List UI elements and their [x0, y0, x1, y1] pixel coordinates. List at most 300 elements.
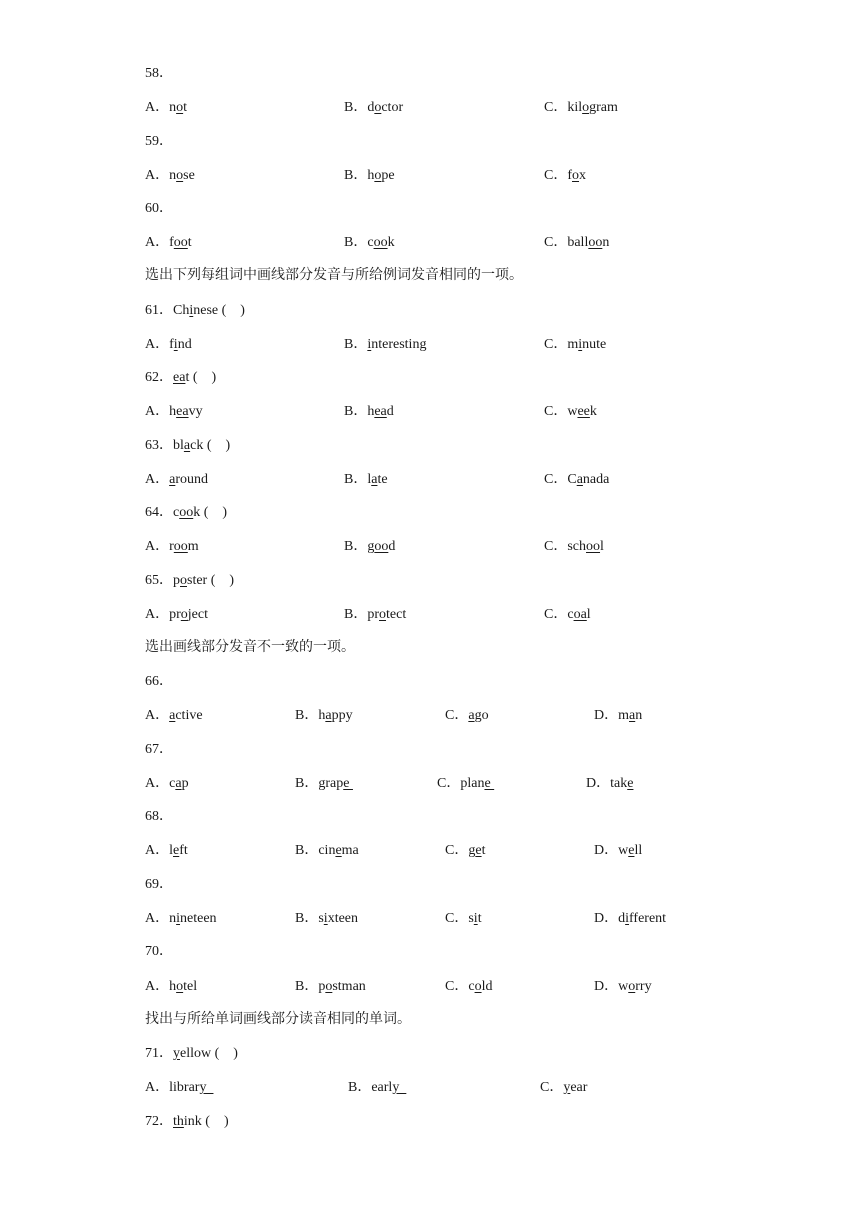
option-word	[563, 1080, 587, 1095]
example-word	[173, 438, 203, 453]
word-part: c	[169, 776, 176, 791]
example-word	[173, 303, 218, 318]
example-word	[173, 505, 200, 520]
option-b[interactable]	[295, 840, 359, 862]
option-b[interactable]	[344, 97, 403, 119]
question-number: 71．	[145, 1046, 173, 1061]
option-word	[618, 979, 651, 994]
underlined-part: o	[325, 979, 333, 994]
question-number: 59．	[145, 134, 173, 149]
option-letter: C．	[544, 337, 568, 352]
word-part: f	[169, 235, 174, 250]
option-b[interactable]	[295, 705, 353, 727]
option-letter: B．	[344, 539, 368, 554]
option-c[interactable]	[445, 976, 492, 998]
underlined-part: oo	[173, 539, 188, 554]
option-word	[169, 911, 216, 926]
word-part: l	[600, 539, 604, 554]
option-letter: C．	[544, 168, 568, 183]
word-part: rry	[635, 979, 652, 994]
word-part: nute	[582, 337, 607, 352]
word-part: ster	[187, 573, 208, 588]
option-a[interactable]	[145, 604, 208, 626]
option-letter: B．	[344, 168, 368, 183]
option-word	[460, 776, 494, 791]
word-part: nteresting	[371, 337, 427, 352]
option-d[interactable]	[594, 840, 642, 862]
option-a[interactable]	[145, 401, 203, 423]
underlined-part: i	[625, 911, 630, 926]
option-letter: A．	[145, 472, 170, 487]
underlined-part: ea	[374, 404, 387, 419]
word-part: bl	[173, 438, 184, 453]
question-stem	[145, 435, 230, 457]
option-letter: A．	[145, 607, 170, 622]
word-part: ma	[341, 843, 359, 858]
option-word	[567, 472, 609, 487]
underlined-part: y	[173, 1046, 180, 1061]
option-b[interactable]	[344, 469, 388, 491]
underlined-part: th	[173, 1114, 184, 1129]
underlined-part: e	[335, 843, 342, 858]
word-part: ear	[570, 1080, 588, 1095]
underlined-part: oo	[373, 235, 388, 250]
option-word	[318, 776, 353, 791]
question-number: 70．	[145, 944, 173, 959]
word-part: ctive	[175, 708, 203, 723]
option-word	[169, 607, 208, 622]
option-c[interactable]	[544, 536, 604, 558]
question-number: 61．	[145, 303, 173, 318]
word-part: d	[367, 100, 375, 115]
option-a[interactable]	[145, 469, 208, 491]
option-c[interactable]	[544, 334, 606, 356]
option-b[interactable]	[295, 976, 366, 998]
option-letter: A．	[145, 843, 170, 858]
example-word	[173, 573, 207, 588]
underlined-part: a	[576, 472, 583, 487]
option-b[interactable]	[344, 536, 395, 558]
option-letter: A．	[145, 100, 170, 115]
word-part: se	[183, 168, 195, 183]
question-number: 64．	[145, 505, 173, 520]
instruction-text: 选出下列每组词中画线部分发音与所给例词发音相同的一项。	[145, 268, 523, 283]
option-word	[169, 843, 188, 858]
word-part: t	[185, 370, 190, 385]
underlined-part: e	[484, 776, 495, 791]
option-b[interactable]	[348, 1077, 406, 1099]
word-part: n	[169, 168, 177, 183]
word-part: tel	[183, 979, 198, 994]
question-number: 60．	[145, 201, 173, 216]
answer-blank[interactable]: ( )	[189, 370, 217, 385]
option-word	[169, 404, 202, 419]
word-part: w	[618, 843, 629, 858]
question-stem	[145, 367, 216, 389]
option-word	[618, 708, 642, 723]
word-part: m	[618, 708, 630, 723]
word-part: tect	[386, 607, 407, 622]
question-number: 63．	[145, 438, 173, 453]
instruction-text: 选出画线部分发音不一致的一项。	[145, 640, 355, 655]
option-a[interactable]	[145, 705, 203, 727]
question-stem	[145, 502, 227, 524]
option-word	[468, 911, 481, 926]
option-c[interactable]	[544, 232, 609, 254]
option-word	[169, 539, 199, 554]
option-word	[169, 708, 202, 723]
option-c[interactable]	[544, 165, 586, 187]
underlined-part: i	[473, 911, 478, 926]
underlined-part: oa	[573, 607, 587, 622]
option-b[interactable]	[295, 908, 358, 930]
option-letter: C．	[540, 1080, 564, 1095]
option-a[interactable]	[145, 232, 192, 254]
word-part: n	[169, 100, 177, 115]
word-part: c	[367, 235, 374, 250]
question-stem	[145, 1043, 238, 1065]
word-part: d	[386, 404, 394, 419]
option-word	[367, 100, 403, 115]
answer-blank[interactable]: ( )	[200, 505, 228, 520]
option-letter: A．	[145, 168, 170, 183]
word-part: f	[567, 168, 573, 183]
option-c[interactable]	[445, 705, 489, 727]
option-letter: B．	[295, 776, 319, 791]
word-part: Ch	[173, 303, 190, 318]
underlined-part: o	[176, 168, 184, 183]
word-part: d	[388, 539, 396, 554]
option-a[interactable]	[145, 1077, 213, 1099]
word-part: l	[367, 472, 372, 487]
option-letter: B．	[295, 708, 319, 723]
underlined-part: o	[176, 100, 184, 115]
option-c[interactable]	[544, 604, 591, 626]
option-letter: A．	[145, 708, 170, 723]
option-a[interactable]	[145, 840, 188, 862]
underlined-part: oo	[374, 539, 389, 554]
word-part: n	[635, 708, 643, 723]
option-c[interactable]	[544, 469, 609, 491]
option-b[interactable]	[295, 773, 353, 795]
underlined-part: e	[173, 843, 180, 858]
word-part: tak	[610, 776, 628, 791]
example-word	[173, 1114, 202, 1129]
word-part: nd	[177, 337, 192, 352]
word-part: earl	[371, 1080, 393, 1095]
underlined-part: oo	[179, 505, 194, 520]
option-word	[468, 843, 485, 858]
underlined-part: o	[180, 607, 188, 622]
word-part: nada	[582, 472, 610, 487]
underlined-part: a	[175, 776, 182, 791]
underlined-part: oo	[588, 235, 603, 250]
word-part: k	[387, 235, 395, 250]
option-letter: D．	[594, 843, 619, 858]
word-part: xteen	[327, 911, 359, 926]
option-b[interactable]	[344, 232, 395, 254]
option-letter: A．	[145, 911, 170, 926]
word-part: x	[579, 168, 587, 183]
word-part: w	[567, 404, 578, 419]
option-letter: C．	[437, 776, 461, 791]
word-part: ellow	[180, 1046, 212, 1061]
underlined-part: a	[325, 708, 332, 723]
option-letter: A．	[145, 235, 170, 250]
underlined-part: oo	[586, 539, 601, 554]
word-part: n	[169, 911, 177, 926]
option-word	[169, 100, 187, 115]
word-part: r	[169, 539, 174, 554]
option-word	[169, 337, 192, 352]
underlined-part: y	[392, 1080, 407, 1095]
option-b[interactable]	[344, 165, 395, 187]
option-letter: A．	[145, 1080, 170, 1095]
word-part: k	[193, 505, 201, 520]
word-part: h	[169, 979, 177, 994]
word-part: round	[175, 472, 209, 487]
option-word	[618, 911, 666, 926]
question-number: 67．	[145, 742, 173, 757]
option-c[interactable]	[544, 401, 597, 423]
instruction-text: 找出与所给单词画线部分读音相同的单词。	[145, 1012, 411, 1027]
option-a[interactable]	[145, 908, 217, 930]
option-word	[618, 843, 642, 858]
underlined-part: i	[189, 303, 194, 318]
option-word	[318, 979, 365, 994]
option-letter: B．	[344, 472, 368, 487]
option-d[interactable]	[594, 705, 642, 727]
answer-blank[interactable]: ( )	[201, 1114, 229, 1129]
option-word	[169, 472, 208, 487]
question-number: 68．	[145, 809, 173, 824]
word-part: cin	[318, 843, 336, 858]
word-part: h	[367, 404, 375, 419]
option-c[interactable]	[437, 773, 494, 795]
word-part: ld	[481, 979, 493, 994]
underlined-part: o	[572, 168, 580, 183]
word-part: d	[618, 911, 626, 926]
word-part: ball	[567, 235, 589, 250]
word-part: C	[567, 472, 577, 487]
underlined-part: oo	[173, 235, 188, 250]
underlined-part: o	[474, 979, 482, 994]
option-c[interactable]	[540, 1077, 587, 1099]
word-part: g	[468, 843, 476, 858]
underlined-part: ea	[173, 370, 186, 385]
underlined-part: e	[475, 843, 482, 858]
underlined-part: o	[582, 100, 590, 115]
option-a[interactable]	[145, 536, 199, 558]
option-d[interactable]	[594, 976, 652, 998]
underlined-part: a	[183, 438, 191, 453]
option-a[interactable]	[145, 97, 187, 119]
option-word	[567, 100, 618, 115]
word-part: ft	[179, 843, 188, 858]
option-letter: D．	[594, 979, 619, 994]
option-letter: B．	[344, 607, 368, 622]
question-number: 66．	[145, 674, 173, 689]
option-letter: B．	[295, 979, 319, 994]
word-part: stman	[332, 979, 366, 994]
word-part: c	[173, 505, 180, 520]
word-part: t	[477, 911, 482, 926]
word-part: p	[181, 776, 189, 791]
option-word	[169, 235, 192, 250]
word-part: nese	[193, 303, 219, 318]
word-part: h	[318, 708, 326, 723]
underlined-part: a	[169, 472, 176, 487]
example-word	[173, 1046, 211, 1061]
word-part: t	[183, 100, 188, 115]
option-letter: D．	[594, 911, 619, 926]
underlined-part: i	[367, 337, 372, 352]
word-part: m	[187, 539, 199, 554]
option-word	[169, 776, 188, 791]
option-word	[367, 607, 406, 622]
option-d[interactable]	[586, 773, 633, 795]
option-word	[610, 776, 633, 791]
option-word	[371, 1080, 406, 1095]
option-word	[367, 404, 393, 419]
option-letter: C．	[544, 472, 568, 487]
word-part: f	[169, 337, 174, 352]
word-part: librar	[169, 1080, 200, 1095]
underlined-part: a	[169, 708, 176, 723]
word-part: s	[468, 911, 474, 926]
option-word	[567, 337, 606, 352]
option-letter: A．	[145, 979, 170, 994]
option-word	[318, 911, 358, 926]
word-part: l	[586, 607, 591, 622]
word-part: h	[367, 168, 375, 183]
word-part: t	[187, 235, 192, 250]
question-number: 69．	[145, 877, 173, 892]
word-part: te	[377, 472, 388, 487]
answer-blank[interactable]: ( )	[218, 303, 245, 318]
word-part: pe	[381, 168, 395, 183]
word-part: sch	[567, 539, 587, 554]
option-letter: D．	[586, 776, 611, 791]
word-part: n	[602, 235, 610, 250]
word-part: p	[173, 573, 180, 588]
option-letter: D．	[594, 708, 619, 723]
option-word	[567, 607, 590, 622]
option-b[interactable]	[344, 401, 394, 423]
option-letter: A．	[145, 404, 170, 419]
word-part: c	[468, 979, 475, 994]
underlined-part: ea	[176, 404, 189, 419]
underlined-part: y	[199, 1080, 214, 1095]
option-word	[367, 168, 394, 183]
underlined-part: e	[628, 843, 635, 858]
option-word	[567, 404, 597, 419]
option-word	[567, 168, 586, 183]
word-part: g	[367, 539, 375, 554]
word-part: fferent	[629, 911, 667, 926]
underlined-part: i	[578, 337, 583, 352]
option-letter: A．	[145, 337, 170, 352]
word-part: ck	[190, 438, 204, 453]
word-part: vy	[188, 404, 203, 419]
option-letter: A．	[145, 776, 170, 791]
option-c[interactable]	[445, 840, 485, 862]
word-part: p	[318, 979, 326, 994]
example-word	[173, 370, 189, 385]
option-letter: C．	[445, 911, 469, 926]
word-part: ppy	[331, 708, 353, 723]
option-word	[367, 539, 395, 554]
option-b[interactable]	[344, 334, 426, 356]
question-number: 72．	[145, 1114, 173, 1129]
underlined-part: i	[176, 911, 181, 926]
question-number: 58．	[145, 66, 173, 81]
answer-blank[interactable]: ( )	[203, 438, 231, 453]
option-letter: B．	[295, 911, 319, 926]
word-part: pr	[169, 607, 181, 622]
option-letter: C．	[544, 404, 568, 419]
answer-blank[interactable]: ( )	[211, 1046, 238, 1061]
word-part: w	[618, 979, 629, 994]
underlined-part: a	[629, 708, 636, 723]
question-number: 65．	[145, 573, 173, 588]
underlined-part: o	[374, 100, 382, 115]
option-a[interactable]	[145, 165, 195, 187]
question-stem	[145, 1111, 229, 1133]
option-a[interactable]	[145, 773, 189, 795]
option-word	[567, 235, 609, 250]
question-stem	[145, 570, 234, 592]
word-part: c	[567, 607, 574, 622]
option-word	[468, 979, 492, 994]
option-b[interactable]	[344, 604, 406, 626]
underlined-part: e	[627, 776, 634, 791]
option-letter: C．	[544, 607, 568, 622]
word-part: m	[567, 337, 579, 352]
option-a[interactable]	[145, 334, 192, 356]
option-word	[567, 539, 604, 554]
word-part: ll	[634, 843, 643, 858]
option-word	[318, 708, 352, 723]
underlined-part: a	[371, 472, 378, 487]
underlined-part: o	[379, 607, 387, 622]
underlined-part: o	[176, 979, 184, 994]
underlined-part: a	[468, 708, 475, 723]
option-word	[367, 337, 426, 352]
underlined-part: e	[343, 776, 353, 791]
option-letter: C．	[544, 100, 568, 115]
option-letter: C．	[445, 843, 469, 858]
option-letter: A．	[145, 539, 170, 554]
option-word	[367, 472, 387, 487]
question-stem	[145, 300, 245, 322]
option-letter: B．	[295, 843, 319, 858]
underlined-part: y	[563, 1080, 571, 1095]
word-part: l	[169, 843, 174, 858]
option-word	[367, 235, 394, 250]
option-word	[169, 168, 195, 183]
underlined-part: i	[323, 911, 328, 926]
question-number: 62．	[145, 370, 173, 385]
option-a[interactable]	[145, 976, 197, 998]
option-d[interactable]	[594, 908, 666, 930]
option-letter: C．	[544, 235, 568, 250]
answer-blank[interactable]: ( )	[207, 573, 235, 588]
option-word	[318, 843, 358, 858]
option-c[interactable]	[445, 908, 482, 930]
option-c[interactable]	[544, 97, 618, 119]
option-letter: B．	[344, 404, 368, 419]
